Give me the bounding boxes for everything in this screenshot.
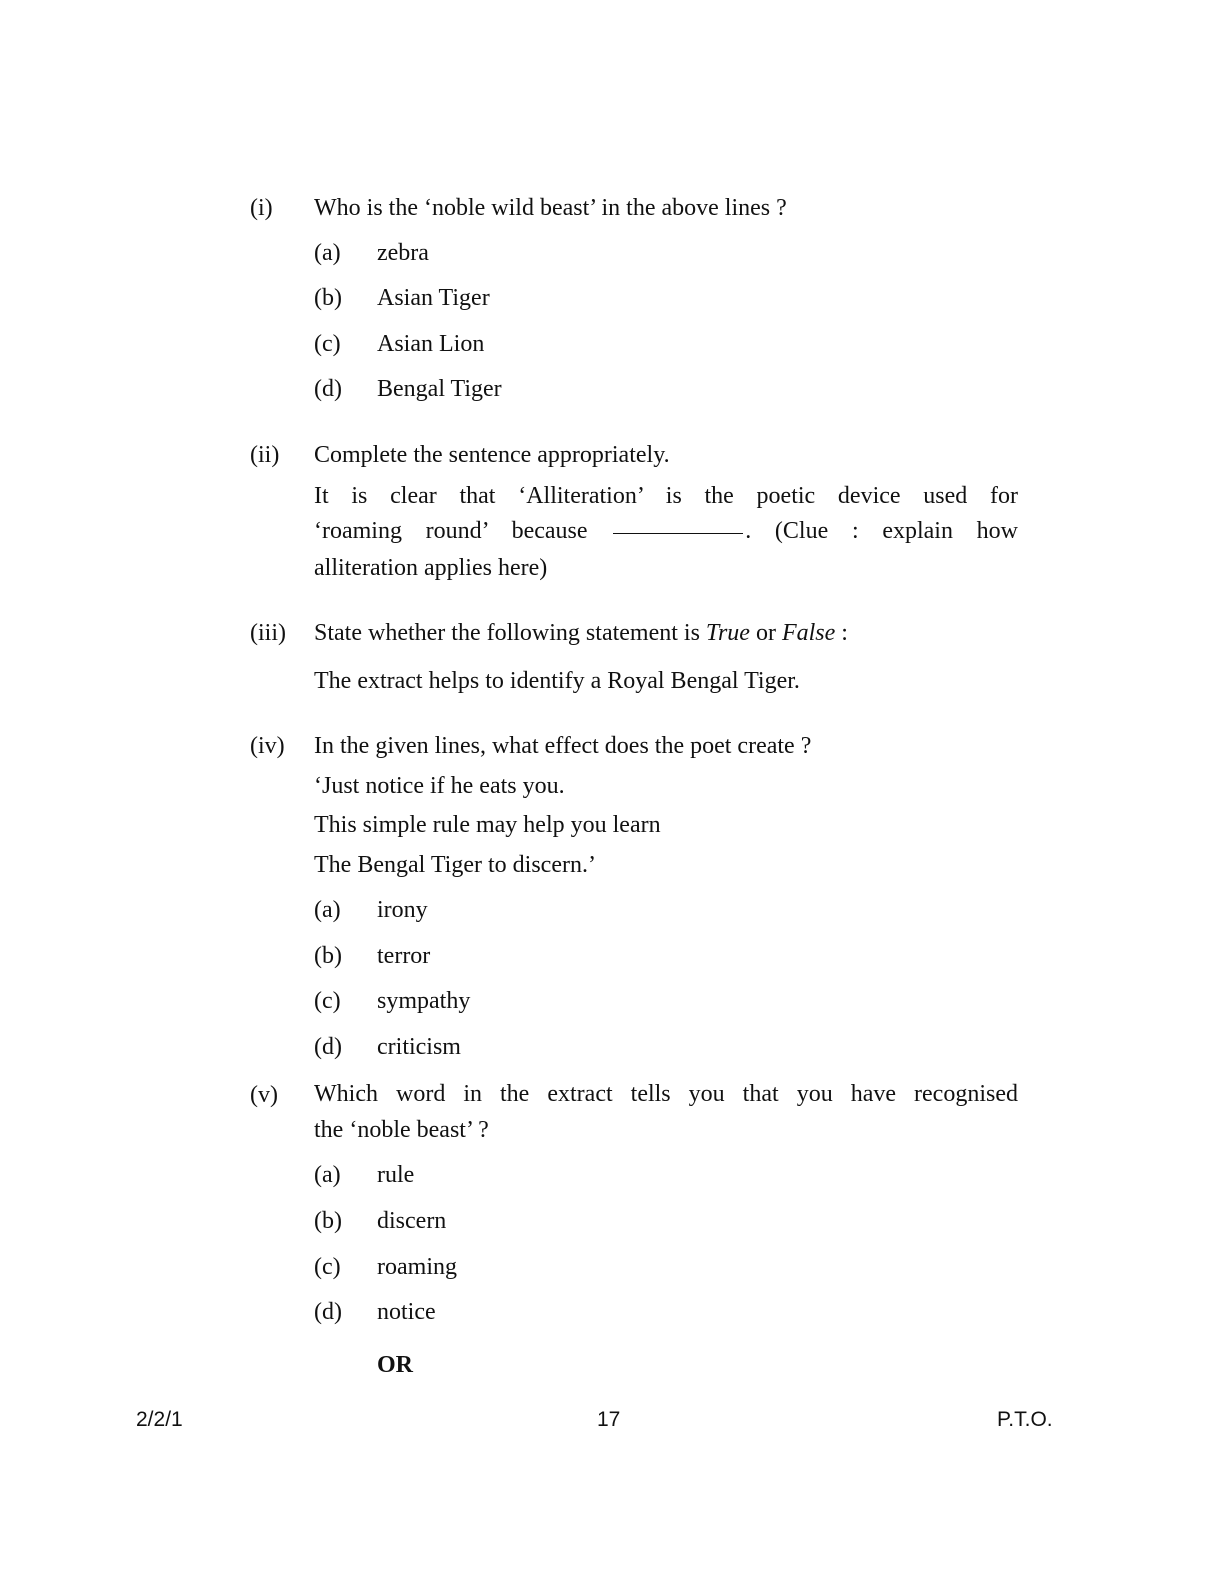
question-text: In the given lines, what effect does the poet create ? bbox=[314, 733, 812, 759]
option-text: Asian Tiger bbox=[377, 285, 490, 311]
line-text: ‘roaming round’ because bbox=[314, 518, 588, 544]
question-line bbox=[314, 514, 1018, 550]
question-line bbox=[314, 479, 1018, 515]
line-text: It is clear that ‘Alliteration’ is the poetic device used for bbox=[314, 483, 1018, 509]
paper-code: 2/2/1 bbox=[136, 1408, 183, 1431]
option-label: (c) bbox=[314, 1254, 341, 1280]
question-line: alliteration applies here) bbox=[314, 555, 548, 581]
option-label: (a) bbox=[314, 1162, 341, 1188]
question-line: the ‘noble beast’ ? bbox=[314, 1117, 489, 1143]
option-text: irony bbox=[377, 897, 428, 923]
option-text: Bengal Tiger bbox=[377, 376, 502, 402]
question-number: (iii) bbox=[250, 620, 286, 646]
line-text: Which word in the extract tells you that you have recognised bbox=[314, 1081, 1018, 1107]
option-label: (c) bbox=[314, 331, 341, 357]
text-part: State whether the following statement is bbox=[314, 620, 706, 646]
option-text: discern bbox=[377, 1208, 447, 1234]
question-line bbox=[314, 1077, 1018, 1113]
question-text: Who is the ‘noble wild beast’ in the above lines ? bbox=[314, 195, 787, 221]
line-text: . (Clue : explain how bbox=[745, 518, 1018, 544]
pto-label: P.T.O. bbox=[997, 1408, 1053, 1431]
quote-line: ‘Just notice if he eats you. bbox=[314, 773, 565, 799]
question-text bbox=[314, 619, 848, 647]
question-number: (i) bbox=[250, 195, 273, 221]
option-label: (a) bbox=[314, 240, 341, 266]
option-text: sympathy bbox=[377, 988, 471, 1014]
question-number: (iv) bbox=[250, 733, 285, 759]
option-text: rule bbox=[377, 1162, 415, 1188]
question-number: (v) bbox=[250, 1082, 278, 1108]
option-label: (c) bbox=[314, 988, 341, 1014]
option-text: roaming bbox=[377, 1254, 457, 1280]
question-text: Complete the sentence appropriately. bbox=[314, 442, 670, 468]
option-label: (a) bbox=[314, 897, 341, 923]
option-text: terror bbox=[377, 943, 431, 969]
option-text: criticism bbox=[377, 1034, 461, 1060]
option-label: (b) bbox=[314, 285, 342, 311]
option-text: Asian Lion bbox=[377, 331, 485, 357]
quote-line: The Bengal Tiger to discern.’ bbox=[314, 852, 596, 878]
option-label: (b) bbox=[314, 943, 342, 969]
option-label: (d) bbox=[314, 1034, 342, 1060]
text-part: : bbox=[835, 620, 848, 646]
false-word: False bbox=[781, 620, 836, 646]
option-text: zebra bbox=[377, 240, 429, 266]
quote-line: This simple rule may help you learn bbox=[314, 812, 661, 838]
option-label: (b) bbox=[314, 1208, 342, 1234]
answer-blank bbox=[613, 533, 743, 534]
page-number: 17 bbox=[597, 1408, 621, 1431]
true-word: True bbox=[705, 620, 750, 646]
option-text: notice bbox=[377, 1299, 436, 1325]
option-label: (d) bbox=[314, 1299, 342, 1325]
option-label: (d) bbox=[314, 376, 342, 402]
question-number: (ii) bbox=[250, 442, 280, 468]
text-part: or bbox=[749, 620, 782, 646]
statement-text: The extract helps to identify a Royal Bengal Tiger. bbox=[314, 668, 800, 694]
or-divider: OR bbox=[377, 1352, 413, 1378]
